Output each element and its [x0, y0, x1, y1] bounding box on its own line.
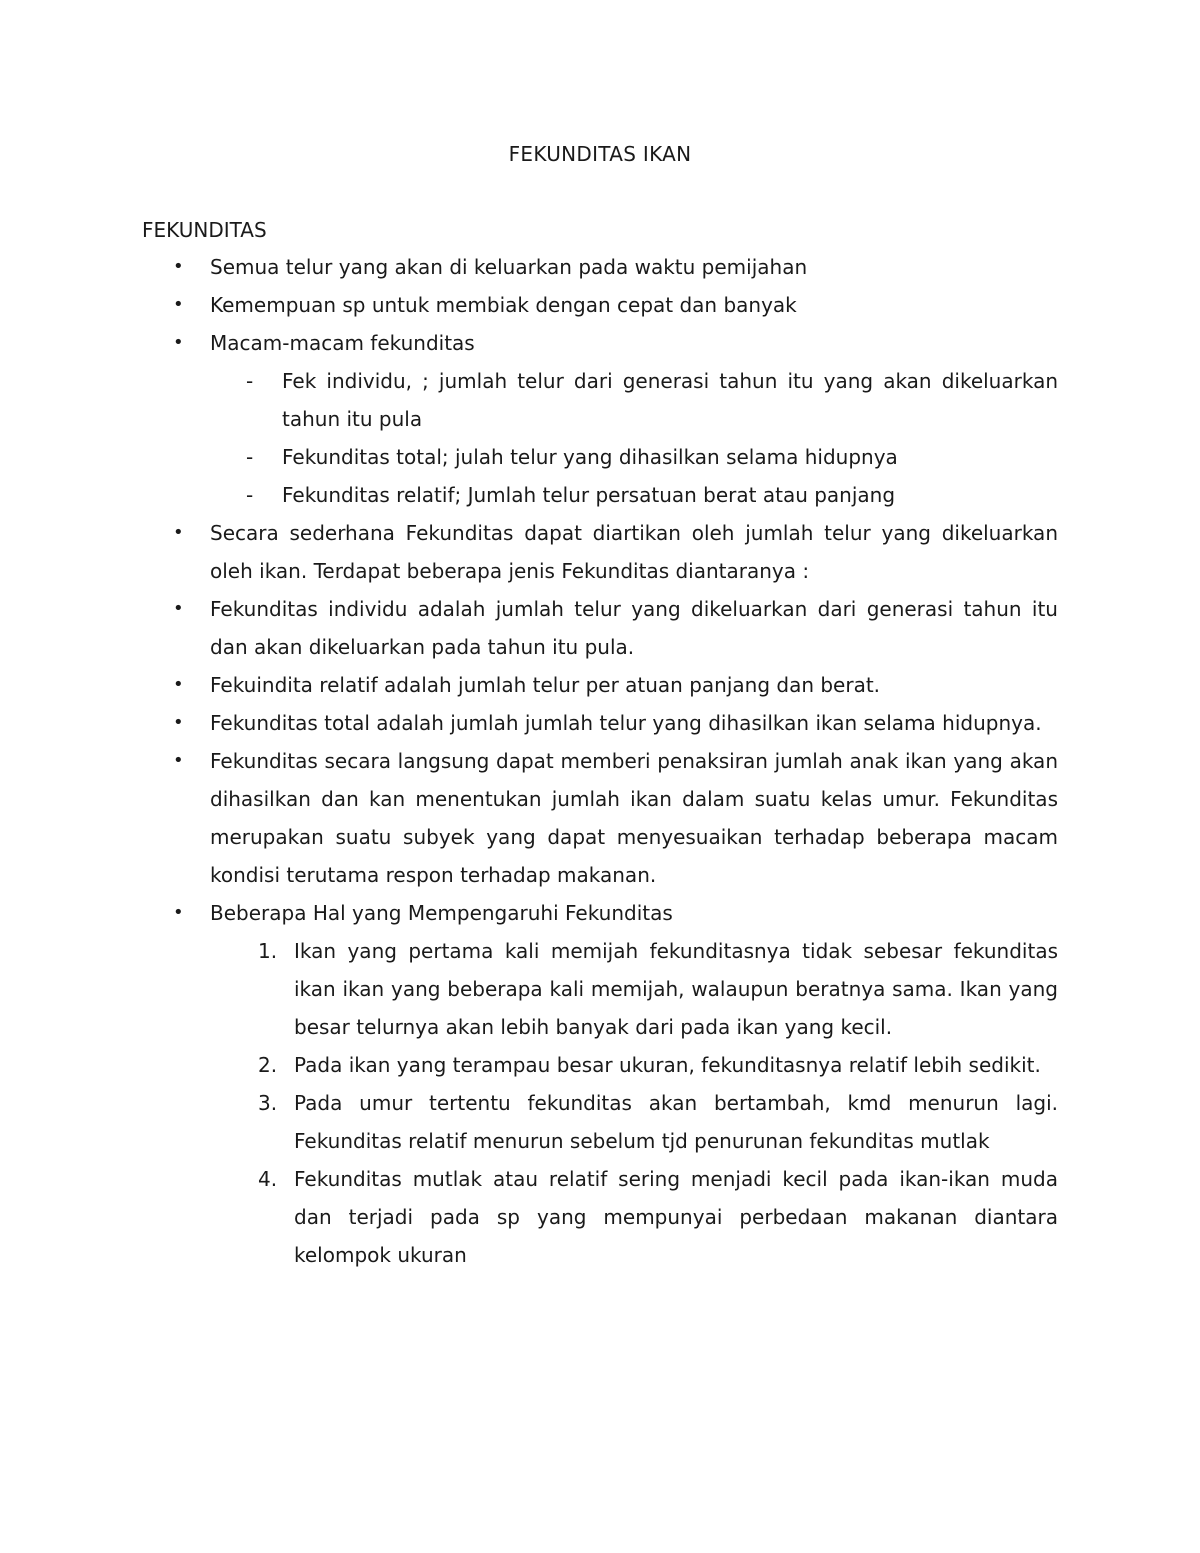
list-item-text: Macam-macam fekunditas: [210, 331, 475, 355]
list-item: [142, 286, 1058, 324]
dash-item: [246, 438, 1058, 476]
dash-marker: -: [246, 483, 254, 507]
bullet-icon: •: [173, 332, 184, 353]
list-item: [142, 666, 1058, 704]
dash-item: [246, 476, 1058, 514]
item-number: 4.: [258, 1167, 278, 1191]
list-item: [142, 742, 1058, 894]
list-item-text: Kemempuan sp untuk membiak dengan cepat dan banyak: [210, 293, 797, 317]
list-item-text: Beberapa Hal yang Mempengaruhi Fekunditas: [210, 901, 673, 925]
numbered-list: [210, 932, 1058, 1274]
list-item-text: Secara sederhana Fekunditas dapat diartikan oleh jumlah telur yang dikeluarkan oleh ikan. Terdapat beberapa jenis Fekunditas diantaranya :: [210, 521, 1058, 583]
bullet-icon: •: [173, 750, 184, 771]
dash-marker: -: [246, 445, 254, 469]
list-item: [142, 704, 1058, 742]
list-item-text: Fekunditas total adalah jumlah jumlah telur yang dihasilkan ikan selama hidupnya.: [210, 711, 1042, 735]
bullet-icon: •: [173, 902, 184, 923]
dash-item-text: Fek individu, ; jumlah telur dari generasi tahun itu yang akan dikeluarkan tahun itu pula: [282, 369, 1058, 431]
numbered-item: [258, 932, 1058, 1046]
bullet-icon: •: [173, 712, 184, 733]
numbered-item: [258, 1160, 1058, 1274]
dash-item-text: Fekunditas relatif; Jumlah telur persatuan berat atau panjang: [282, 483, 896, 507]
list-item-text: Fekuindita relatif adalah jumlah telur per atuan panjang dan berat.: [210, 673, 881, 697]
dash-list: [210, 362, 1058, 514]
list-item-text: Fekunditas individu adalah jumlah telur yang dikeluarkan dari generasi tahun itu dan akan dikeluarkan pada tahun itu pula.: [210, 597, 1058, 659]
item-number: 1.: [258, 939, 278, 963]
section-heading: FEKUNDITAS: [142, 218, 267, 242]
bullet-icon: •: [173, 256, 184, 277]
numbered-item-text: Pada umur tertentu fekunditas akan bertambah, kmd menurun lagi. Fekunditas relatif menurun sebelum tjd penurunan fekunditas mutlak: [294, 1091, 1058, 1153]
list-item: [142, 514, 1058, 590]
item-number: 3.: [258, 1091, 278, 1115]
dash-marker: -: [246, 369, 254, 393]
bullet-icon: •: [173, 294, 184, 315]
dash-item-text: Fekunditas total; julah telur yang dihasilkan selama hidupnya: [282, 445, 898, 469]
bullet-icon: •: [173, 674, 184, 695]
numbered-item-text: Fekunditas mutlak atau relatif sering menjadi kecil pada ikan-ikan muda dan terjadi pada sp yang mempunyai perbedaan makanan diantara kelompok ukuran: [294, 1167, 1058, 1267]
list-item: [142, 248, 1058, 286]
bullet-list: [142, 248, 1058, 1274]
list-item: [142, 894, 1058, 1274]
bullet-icon: •: [173, 598, 184, 619]
dash-item: [246, 362, 1058, 438]
item-number: 2.: [258, 1053, 278, 1077]
page-title: FEKUNDITAS IKAN: [508, 142, 692, 166]
bullet-icon: •: [173, 522, 184, 543]
numbered-item: [258, 1084, 1058, 1160]
list-item-text: Semua telur yang akan di keluarkan pada waktu pemijahan: [210, 255, 808, 279]
list-item: [142, 590, 1058, 666]
numbered-item: [258, 1046, 1058, 1084]
document-body: [142, 248, 1058, 1274]
list-item: [142, 324, 1058, 514]
list-item-text: Fekunditas secara langsung dapat memberi penaksiran jumlah anak ikan yang akan dihasilkan dan kan menentukan jumlah ikan dalam suatu kelas umur. Fekunditas merupakan suatu subyek yang dapat menyesuaikan terhadap beberapa macam kondisi terutama respon terhadap makanan.: [210, 749, 1058, 887]
numbered-item-text: Pada ikan yang terampau besar ukuran, fekunditasnya relatif lebih sedikit.: [294, 1053, 1041, 1077]
numbered-item-text: Ikan yang pertama kali memijah fekunditasnya tidak sebesar fekunditas ikan ikan yang beberapa kali memijah, walaupun beratnya sama. Ikan yang besar telurnya akan lebih banyak dari pada ikan yang kecil.: [294, 939, 1058, 1039]
